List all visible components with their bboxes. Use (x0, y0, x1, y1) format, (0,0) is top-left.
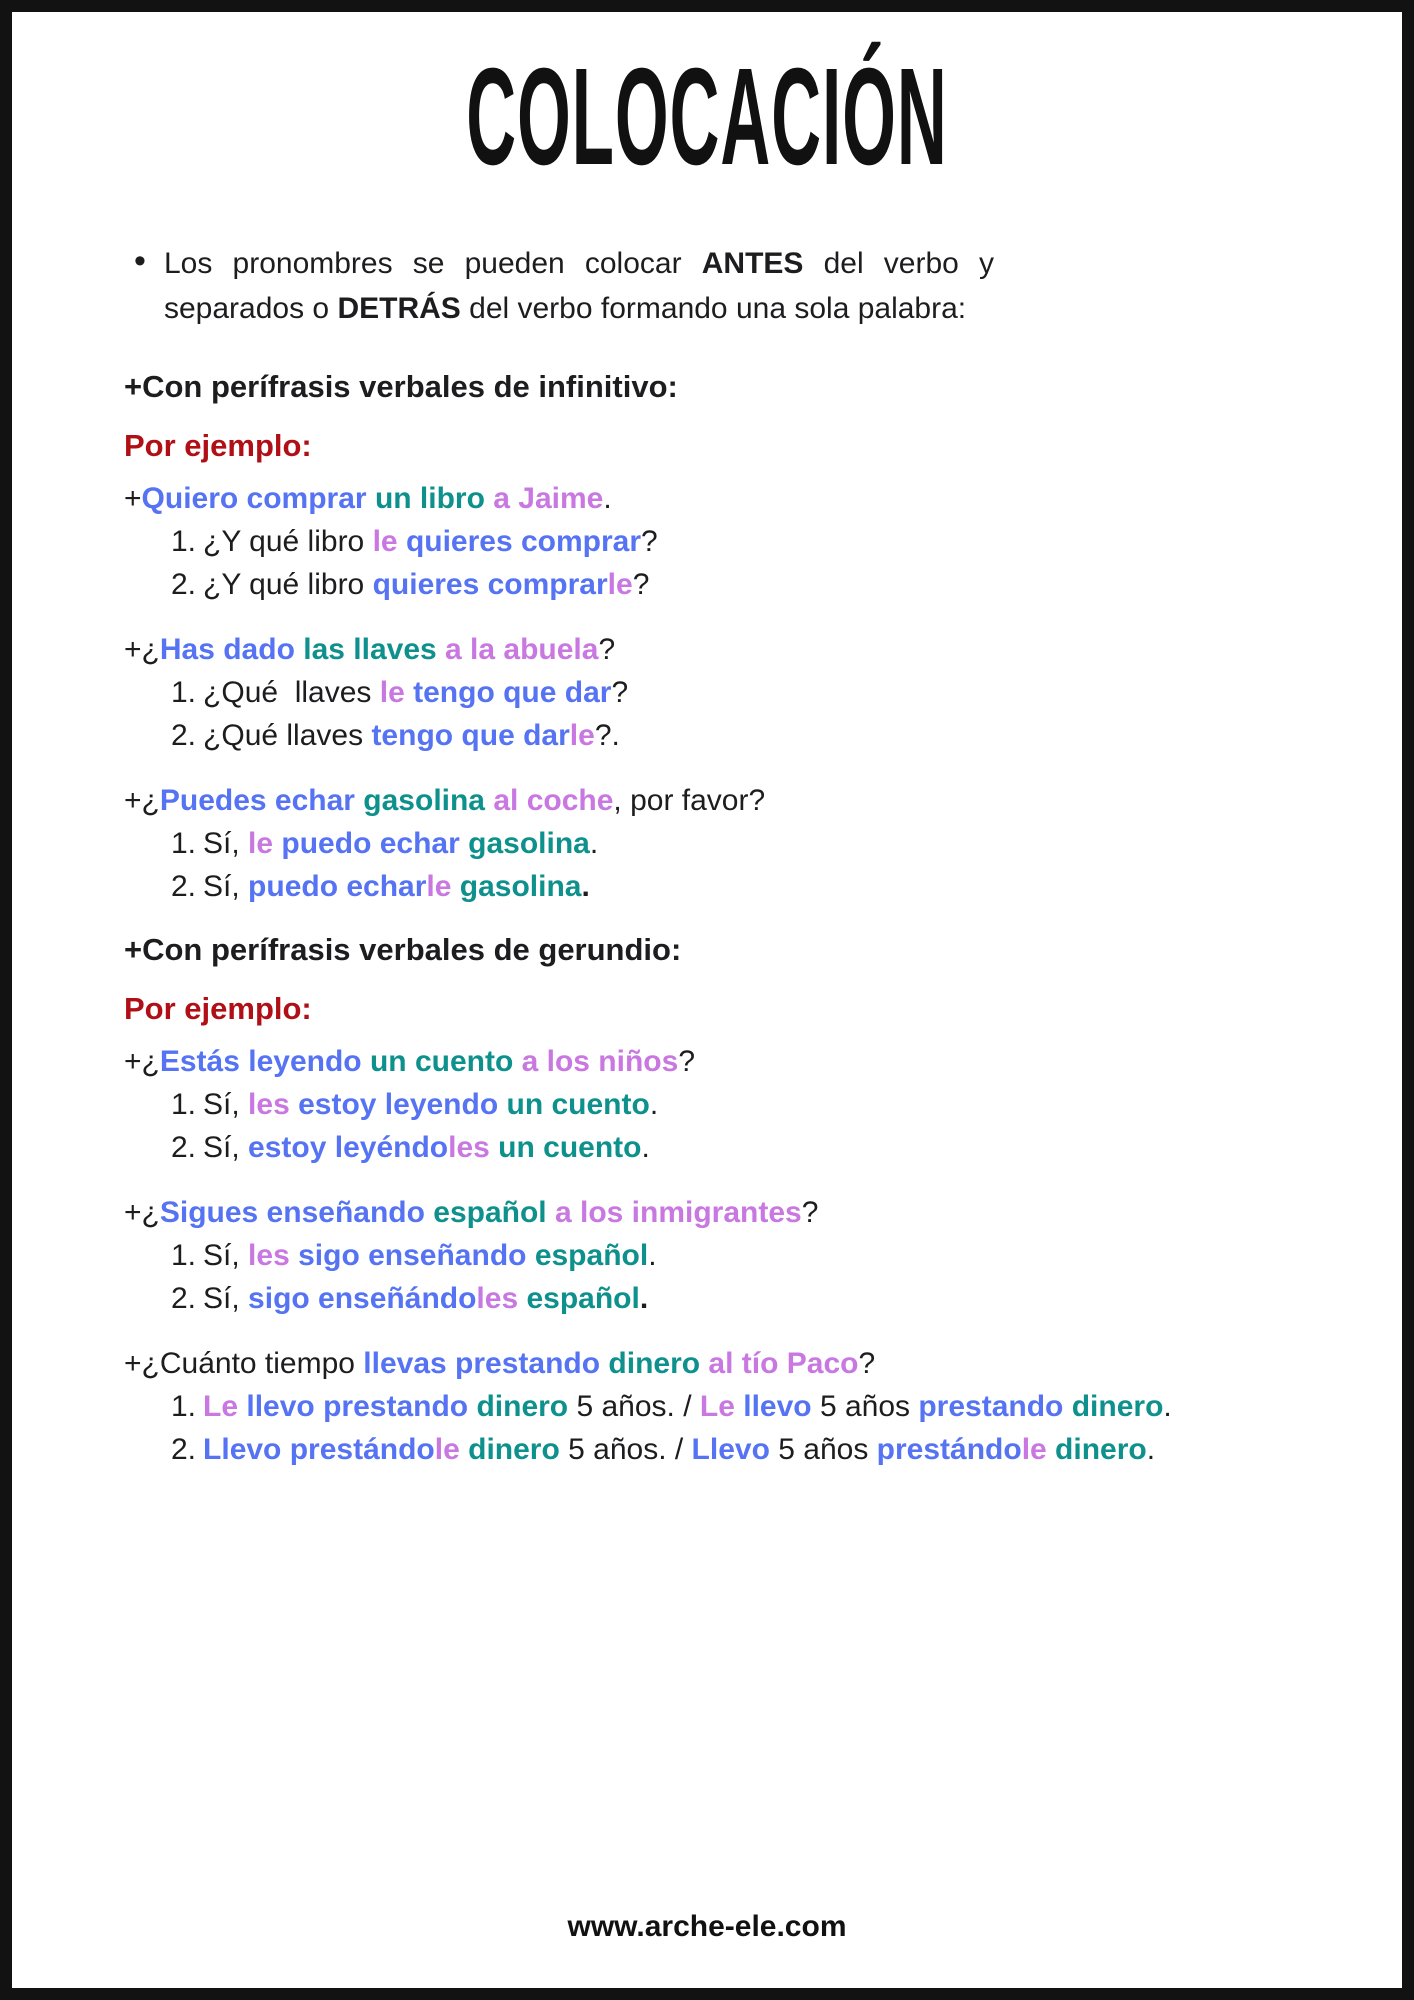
intro-line (164, 241, 994, 286)
answer-line (124, 714, 1362, 757)
text-segment: +¿ (124, 1196, 160, 1230)
text-segment: gasolina (468, 827, 590, 861)
text-segment: les (448, 1131, 490, 1165)
text-segment: le (1021, 1433, 1047, 1467)
answer-number: 2. (171, 1131, 197, 1165)
footer-url: www.arche-ele.com (567, 1910, 847, 1943)
answer-line (124, 1126, 1362, 1169)
text-segment: le (607, 568, 633, 602)
heading-line (124, 928, 1362, 971)
text-segment: ¿Qué llaves (203, 676, 380, 710)
text-segment: quieres comprar (405, 525, 642, 559)
answer-number: 1. (171, 1088, 197, 1122)
text-segment: Llevo (691, 1433, 770, 1467)
text-segment: 5 años. / (568, 1390, 700, 1424)
text-segment: le (379, 676, 414, 710)
answer-line (124, 865, 1362, 908)
text-segment: Sí, (203, 1131, 249, 1165)
question-line (124, 1342, 1362, 1385)
text-segment: Quiero comprar (141, 482, 375, 516)
text-segment: a los inmigrantes (554, 1196, 802, 1230)
text-segment: al tío Paco (708, 1347, 859, 1381)
heading-line (124, 365, 1362, 408)
answer-line (124, 1428, 1362, 1471)
text-segment: Le (699, 1390, 744, 1424)
text-segment: le (248, 827, 282, 861)
text-segment: a los niños (521, 1045, 679, 1079)
text-segment: dinero (1046, 1433, 1147, 1467)
text-segment: a Jaime (493, 482, 604, 516)
question-line (124, 779, 1362, 822)
text-segment: Los pronombres se pueden colocar (164, 247, 702, 281)
text-segment: del verbo formando una sola palabra: (460, 292, 967, 326)
page-title: COLOCACIÓN (466, 40, 948, 194)
text-segment: llevas prestando (363, 1347, 609, 1381)
text-segment: Por ejemplo: (124, 428, 312, 464)
answer-number: 2. (171, 1282, 197, 1316)
text-segment: les (476, 1282, 519, 1316)
answer-line (124, 1083, 1362, 1126)
text-segment: sigo enseñando (298, 1239, 535, 1273)
text-segment: llevo prestando (246, 1390, 477, 1424)
answer-line (124, 1385, 1362, 1428)
text-segment: Puedes echar (159, 784, 364, 818)
text-segment: , por favor? (613, 784, 766, 818)
answer-number: 1. (171, 1390, 197, 1424)
text-segment: ? (801, 1196, 819, 1230)
text-segment: español (518, 1282, 640, 1316)
text-segment: les (248, 1239, 299, 1273)
text-segment: . (581, 870, 590, 904)
answer-line (124, 563, 1362, 606)
question-line (124, 477, 1362, 520)
text-segment: gasolina (451, 870, 582, 904)
text-segment: ¿Y qué libro (203, 568, 373, 602)
text-segment: ¿Qué llaves (203, 719, 372, 753)
text-segment: Sí, (203, 870, 249, 904)
text-segment: dinero (459, 1433, 560, 1467)
text-segment: puedo echar (281, 827, 469, 861)
text-segment: español (534, 1239, 649, 1273)
intro-lines (164, 241, 994, 331)
text-segment: ANTES (701, 247, 804, 281)
answer-number: 2. (171, 568, 197, 602)
text-segment: llevo (743, 1390, 812, 1424)
text-segment: les (248, 1088, 299, 1122)
answer-line (124, 822, 1362, 865)
text-segment: +¿ (124, 1045, 160, 1079)
text-segment: ? (641, 525, 658, 559)
answer-number: 1. (171, 676, 197, 710)
text-segment: del verbo y (803, 247, 994, 281)
text-segment: un cuento (506, 1088, 650, 1122)
text-segment: Sigues enseñando (159, 1196, 434, 1230)
text-segment: le (434, 1433, 460, 1467)
text-segment: Sí, (203, 1088, 249, 1122)
text-segment: ? (858, 1347, 876, 1381)
text-segment: Le (203, 1390, 247, 1424)
text-segment: estoy leyéndo (248, 1131, 449, 1165)
text-segment: puedo echar (248, 870, 427, 904)
text-segment: . (648, 1239, 657, 1273)
answer-line (124, 671, 1362, 714)
text-segment: Sí, (203, 1282, 249, 1316)
text-segment: Has dado (159, 633, 304, 667)
text-segment: prestando (918, 1390, 1072, 1424)
text-segment: un libro (374, 482, 494, 516)
content-blocks (124, 365, 1362, 1471)
text-segment: + (124, 482, 142, 516)
answer-line (124, 1277, 1362, 1320)
text-segment: le (372, 525, 406, 559)
text-segment: ? (598, 633, 616, 667)
text-segment: . (589, 827, 599, 861)
text-segment: . (1163, 1390, 1172, 1424)
text-segment: ¿Y qué libro (203, 525, 373, 559)
text-segment: tengo que dar (371, 719, 570, 753)
answer-number: 2. (171, 870, 197, 904)
intro-line (164, 286, 994, 331)
text-segment: un cuento (369, 1045, 522, 1079)
answer-number: 2. (171, 1433, 197, 1467)
text-segment: ?. (594, 719, 620, 753)
text-segment: ? (632, 568, 650, 602)
intro-paragraph (124, 241, 994, 331)
text-segment: . (641, 1131, 650, 1165)
text-segment: ? (611, 676, 629, 710)
answer-number: 2. (171, 719, 197, 753)
text-segment: dinero (1071, 1390, 1164, 1424)
text-segment: +Con perífrasis verbales de infinitivo: (124, 369, 678, 405)
text-segment: . (639, 1282, 649, 1316)
text-segment: español (433, 1196, 555, 1230)
text-segment: quieres comprar (372, 568, 608, 602)
answer-line (124, 1234, 1362, 1277)
answer-number: 1. (171, 525, 197, 559)
text-segment: estoy leyendo (298, 1088, 507, 1122)
label-line (124, 424, 1362, 467)
text-segment: le (569, 719, 595, 753)
text-segment: DETRÁS (337, 292, 461, 326)
text-segment: Llevo prestándo (203, 1433, 435, 1467)
content-column (12, 241, 1402, 1471)
text-segment: al coche (493, 784, 614, 818)
text-segment: Sí, (203, 827, 249, 861)
text-segment: +¿ (124, 784, 160, 818)
question-line (124, 1191, 1362, 1234)
label-line (124, 987, 1362, 1030)
text-segment: dinero (608, 1347, 709, 1381)
text-segment: 5 años (769, 1433, 877, 1467)
text-segment: ? (678, 1045, 695, 1079)
question-line (124, 628, 1362, 671)
text-segment: a la abuela (445, 633, 599, 667)
text-segment: . (1146, 1433, 1156, 1467)
text-segment: . (649, 1088, 659, 1122)
text-segment: separados o (164, 292, 338, 326)
text-segment: +¿Cuánto tiempo (124, 1347, 364, 1381)
text-segment: sigo enseñándo (248, 1282, 477, 1316)
text-segment: gasolina (363, 784, 494, 818)
text-segment: Estás leyendo (159, 1045, 370, 1079)
answer-number: 1. (171, 827, 197, 861)
text-segment: 5 años. / (559, 1433, 692, 1467)
text-segment: tengo que dar (413, 676, 612, 710)
answer-line (124, 520, 1362, 563)
text-segment: dinero (476, 1390, 569, 1424)
bullet-icon: • (134, 242, 146, 281)
question-line (124, 1040, 1362, 1083)
text-segment: le (426, 870, 452, 904)
text-segment: un cuento (489, 1131, 642, 1165)
text-segment: 5 años (811, 1390, 919, 1424)
text-segment: Sí, (203, 1239, 249, 1273)
text-segment: prestándo (876, 1433, 1022, 1467)
text-segment: . (603, 482, 612, 516)
answer-number: 1. (171, 1239, 197, 1273)
text-segment: +¿ (124, 633, 160, 667)
text-segment: +Con perífrasis verbales de gerundio: (124, 932, 682, 968)
text-segment: las llaves (303, 633, 446, 667)
text-segment: Por ejemplo: (124, 991, 312, 1027)
